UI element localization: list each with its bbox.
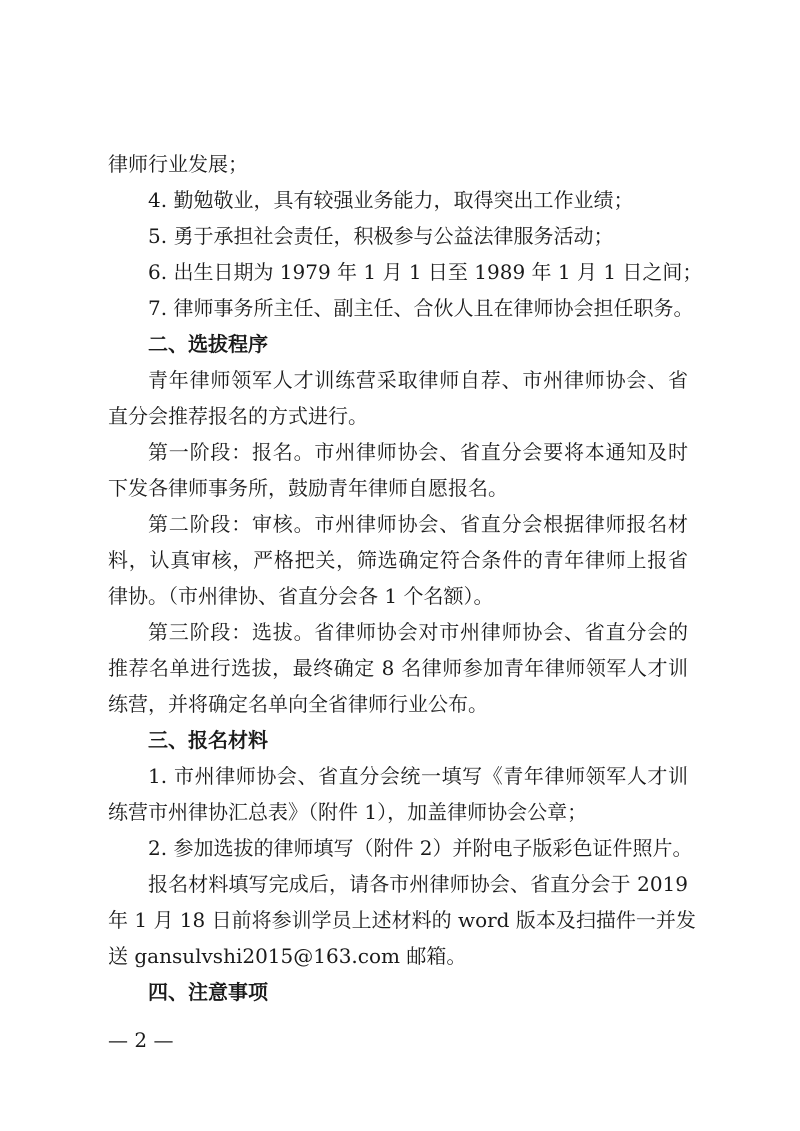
paragraph-line: 直分会推荐报名的方式进行。 — [108, 404, 368, 428]
paragraph-line: 推荐名单进行选拔，最终确定 8 名律师参加青年律师领军人才训 — [108, 656, 688, 680]
criterion-5: 5. 勇于承担社会责任，积极参与公益法律服务活动； — [148, 224, 614, 248]
criterion-6: 6. 出生日期为 1979 年 1 月 1 日至 1989 年 1 月 1 日之间； — [148, 260, 703, 284]
paragraph-line-stage-3: 第三阶段：选拔。省律师协会对市州律师协会、省直分会的 — [148, 620, 688, 644]
paragraph-line: 律协。（市州律协、省直分会各 1 个名额）。 — [108, 584, 494, 608]
text-line-continuation: 律师行业发展； — [108, 152, 248, 176]
paragraph-line: 练营，并将确定名单向全省律师行业公布。 — [108, 692, 488, 716]
paragraph-line: 下发各律师事务所，鼓励青年律师自愿报名。 — [108, 476, 508, 500]
criterion-7: 7. 律师事务所主任、副主任、合伙人且在律师协会担任职务。 — [148, 296, 694, 320]
paragraph-line: 青年律师领军人才训练营采取律师自荐、市州律师协会、省 — [148, 368, 688, 392]
paragraph-line: 年 1 月 18 日前将参训学员上述材料的 word 版本及扫描件一并发 — [108, 908, 696, 932]
paragraph-line-email: 送 gansulvshi2015@163.com 邮箱。 — [108, 944, 467, 968]
paragraph-line: 报名材料填写完成后，请各市州律师协会、省直分会于 2019 — [148, 872, 688, 896]
material-item-1: 1. 市州律师协会、省直分会统一填写《青年律师领军人才训 — [148, 764, 688, 788]
paragraph-line: 练营市州律协汇总表》（附件 1），加盖律师协会公章； — [108, 800, 588, 824]
paragraph-line-stage-2: 第二阶段：审核。市州律师协会、省直分会根据律师报名材 — [148, 512, 688, 536]
section-heading-application-materials: 三、报名材料 — [148, 728, 268, 752]
section-heading-notes: 四、注意事项 — [148, 980, 268, 1004]
paragraph-line: 料，认真审核，严格把关，筛选确定符合条件的青年律师上报省 — [108, 548, 688, 572]
criterion-4: 4. 勤勉敬业，具有较强业务能力，取得突出工作业绩； — [148, 188, 634, 212]
material-item-2: 2. 参加选拔的律师填写（附件 2）并附电子版彩色证件照片。 — [148, 836, 693, 860]
section-heading-selection-procedure: 二、选拔程序 — [148, 332, 268, 356]
page-number: — 2 — — [108, 1028, 174, 1052]
paragraph-line-stage-1: 第一阶段：报名。市州律师协会、省直分会要将本通知及时 — [148, 440, 688, 464]
